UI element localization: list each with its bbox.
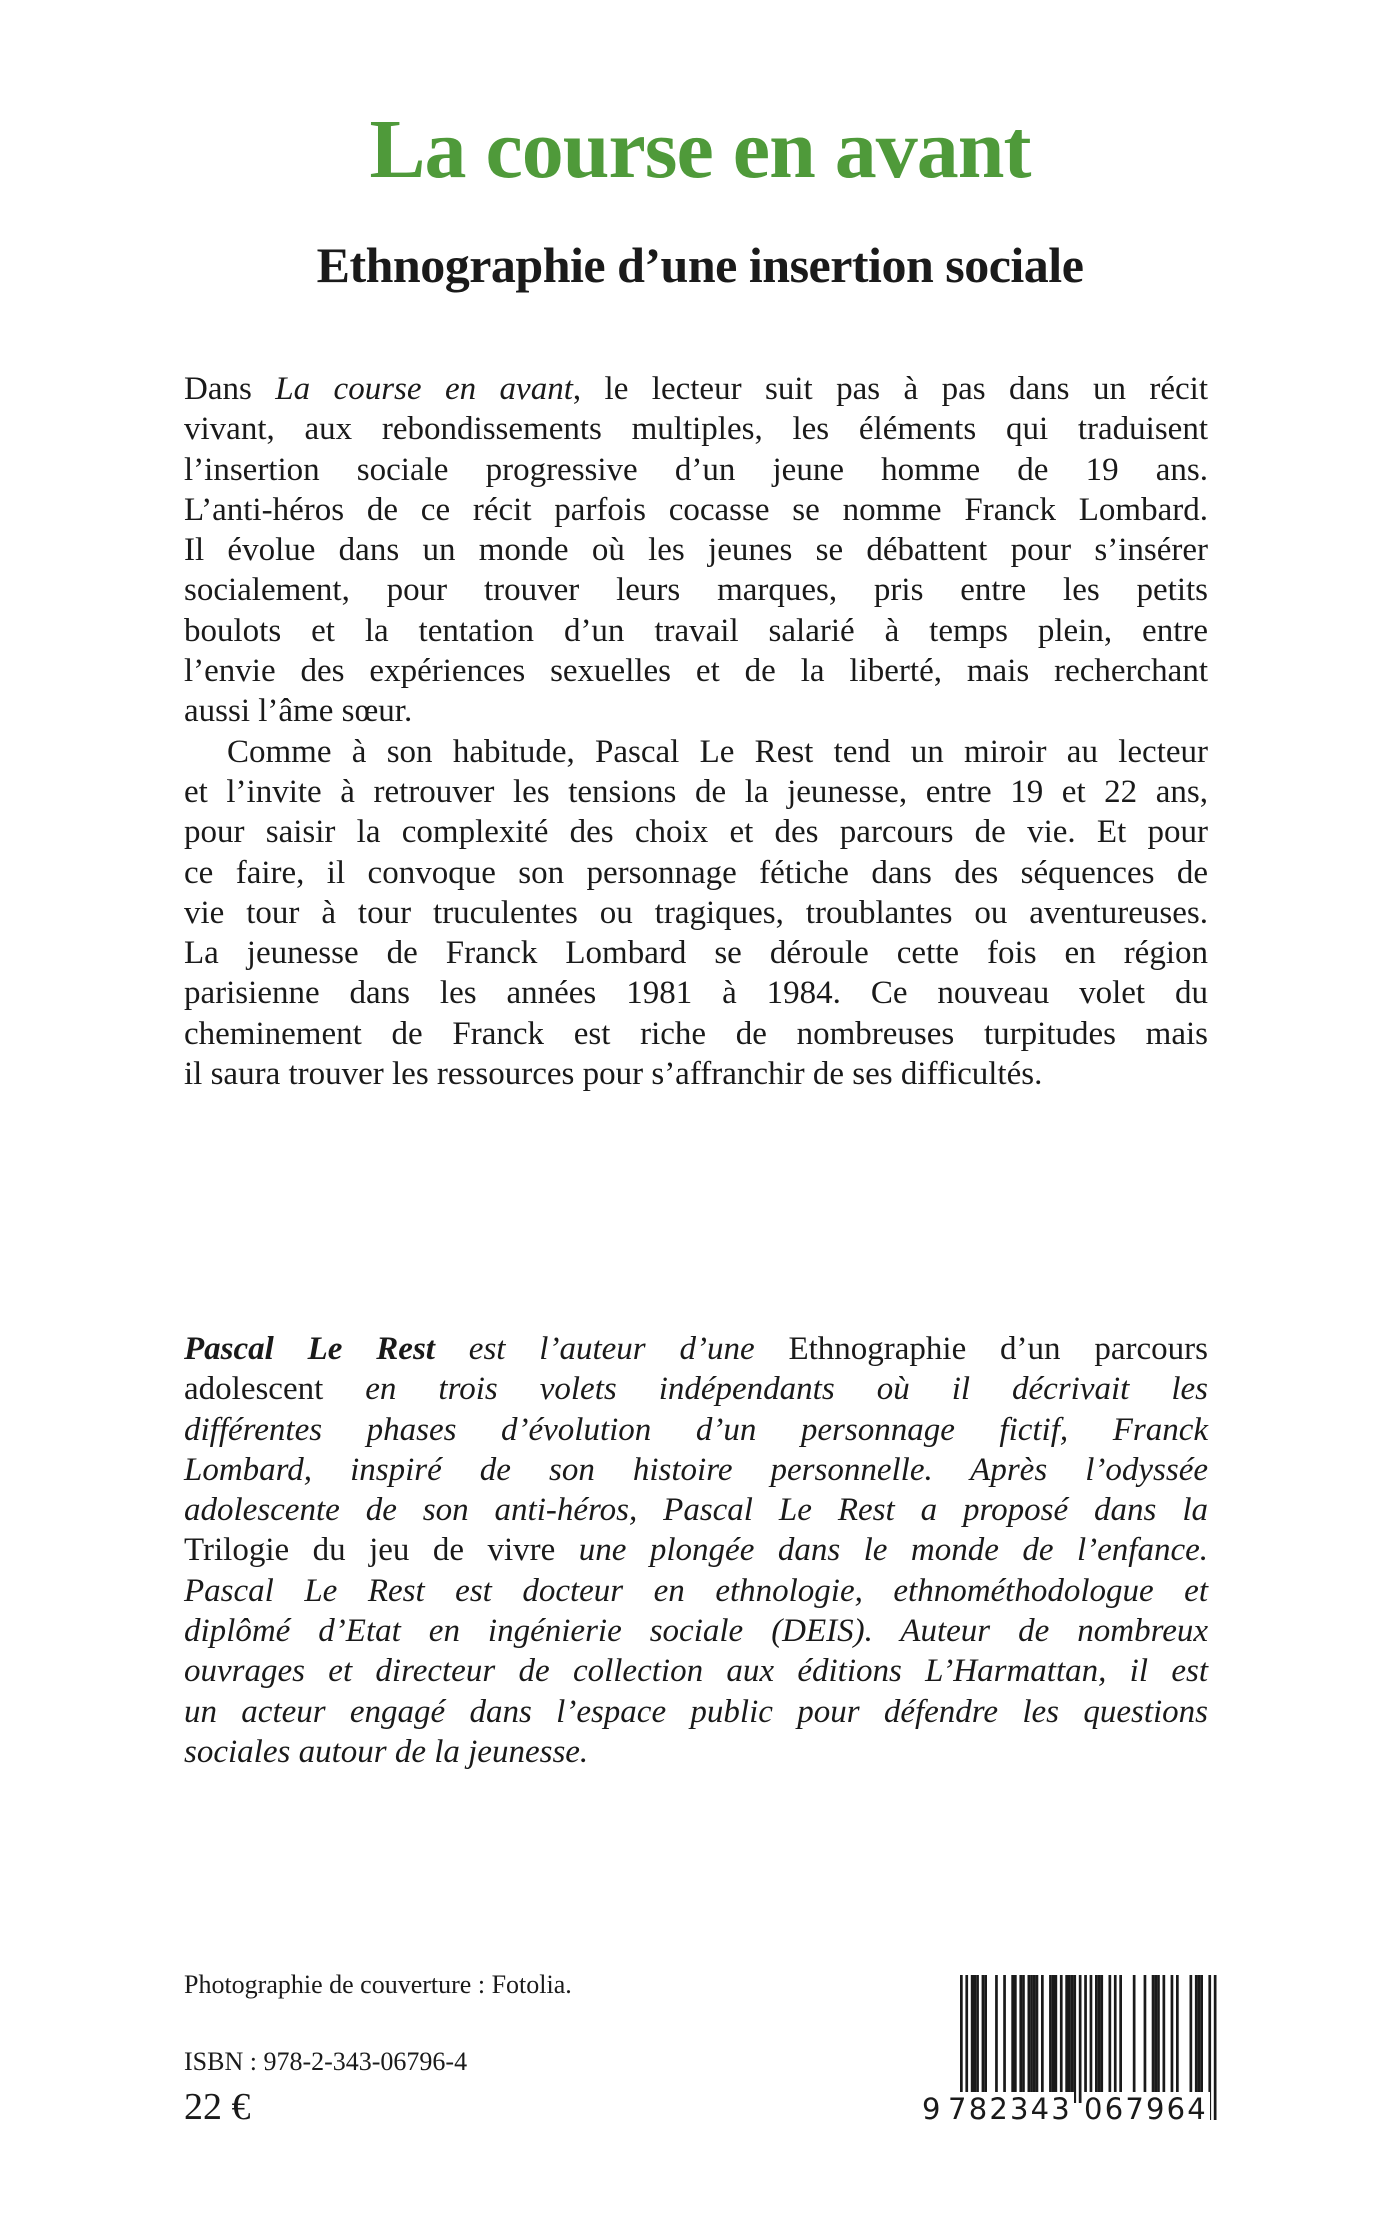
book-title: La course en avant: [369, 103, 1031, 196]
text-line: Lombard, inspiré de son histoire personnelle. Après l’odyssée: [184, 1451, 1208, 1488]
book-subtitle: Ethnographie d’une insertion sociale: [316, 237, 1084, 293]
author-biography: [184, 1329, 1208, 1772]
text-line: Comme à son habitude, Pascal Le Rest tend un miroir au lecteur: [227, 733, 1208, 770]
text-line: Pascal Le Rest est docteur en ethnologie, ethnométhodologue et: [184, 1572, 1208, 1609]
text-line: un acteur engagé dans l’espace public pour défendre les questions: [184, 1693, 1208, 1730]
text-line: boulots et la tentation d’un travail salarié à temps plein, entre: [184, 612, 1208, 649]
description-paragraph: [184, 732, 1208, 1095]
text-line: l’envie des expériences sexuelles et de la liberté, mais recherchant: [184, 653, 1208, 690]
text-line: Pascal Le Rest est l’auteur d’une Ethnographie d’un parcours: [184, 1331, 1208, 1367]
text-line: sociales autour de la jeunesse.: [184, 1733, 589, 1770]
text-line: La jeunesse de Franck Lombard se déroule cette fois en région: [184, 935, 1208, 972]
text-line: Trilogie du jeu de vivre une plongée dans le monde de l’enfance.: [184, 1532, 1208, 1569]
text-line: L’anti-héros de ce récit parfois cocasse se nomme Franck Lombard.: [184, 491, 1208, 528]
text-line: Il évolue dans un monde où les jeunes se débattent pour s’insérer: [184, 532, 1208, 569]
description-paragraph: [184, 369, 1208, 732]
book-description: [184, 369, 1208, 1094]
isbn: ISBN : 978-2-343-06796-4: [184, 2047, 468, 2076]
text-line: il saura trouver les ressources pour s’affranchir de ses difficultés.: [184, 1056, 1043, 1093]
text-line: adolescent en trois volets indépendants où il décrivait les: [184, 1371, 1208, 1408]
text-line: socialement, pour trouver leurs marques, pris entre les petits: [184, 572, 1208, 609]
text-line: Dans La course en avant, le lecteur suit pas à pas dans un récit: [184, 371, 1209, 407]
text-line: et l’invite à retrouver les tensions de la jeunesse, entre 19 et 22 ans,: [184, 773, 1208, 810]
barcode-first-digit: 9: [922, 2092, 943, 2126]
text-line: adolescente de son anti-héros, Pascal Le Rest a proposé dans la: [184, 1492, 1208, 1529]
text-line: diplômé d’Etat en ingénierie sociale (DEIS). Auteur de nombreux: [184, 1613, 1208, 1650]
text-line: vivant, aux rebondissements multiples, les éléments qui traduisent: [184, 411, 1208, 448]
text-line: ouvrages et directeur de collection aux éditions L’Harmattan, il est: [184, 1653, 1208, 1690]
barcode-right-group: 067964: [1082, 2092, 1210, 2126]
text-line: parisienne dans les années 1981 à 1984. Ce nouveau volet du: [184, 975, 1208, 1012]
barcode-left-group: 782343: [946, 2092, 1074, 2126]
text-line: vie tour à tour truculentes ou tragiques, troublantes ou aventureuses.: [184, 894, 1208, 931]
text-line: l’insertion sociale progressive d’un jeune homme de 19 ans.: [184, 451, 1208, 488]
text-line: cheminement de Franck est riche de nombreuses turpitudes mais: [184, 1015, 1208, 1052]
text-line: aussi l’âme sœur.: [184, 693, 413, 730]
text-line: pour saisir la complexité des choix et des parcours de vie. Et pour: [184, 814, 1208, 851]
text-line: différentes phases d’évolution d’un personnage fictif, Franck: [184, 1411, 1208, 1448]
price: 22 €: [184, 2086, 251, 2128]
barcode-digits: [922, 2092, 1212, 2126]
text-line: ce faire, il convoque son personnage fétiche dans des séquences de: [184, 854, 1208, 891]
photo-credit: Photographie de couverture : Fotolia.: [184, 1970, 572, 1999]
